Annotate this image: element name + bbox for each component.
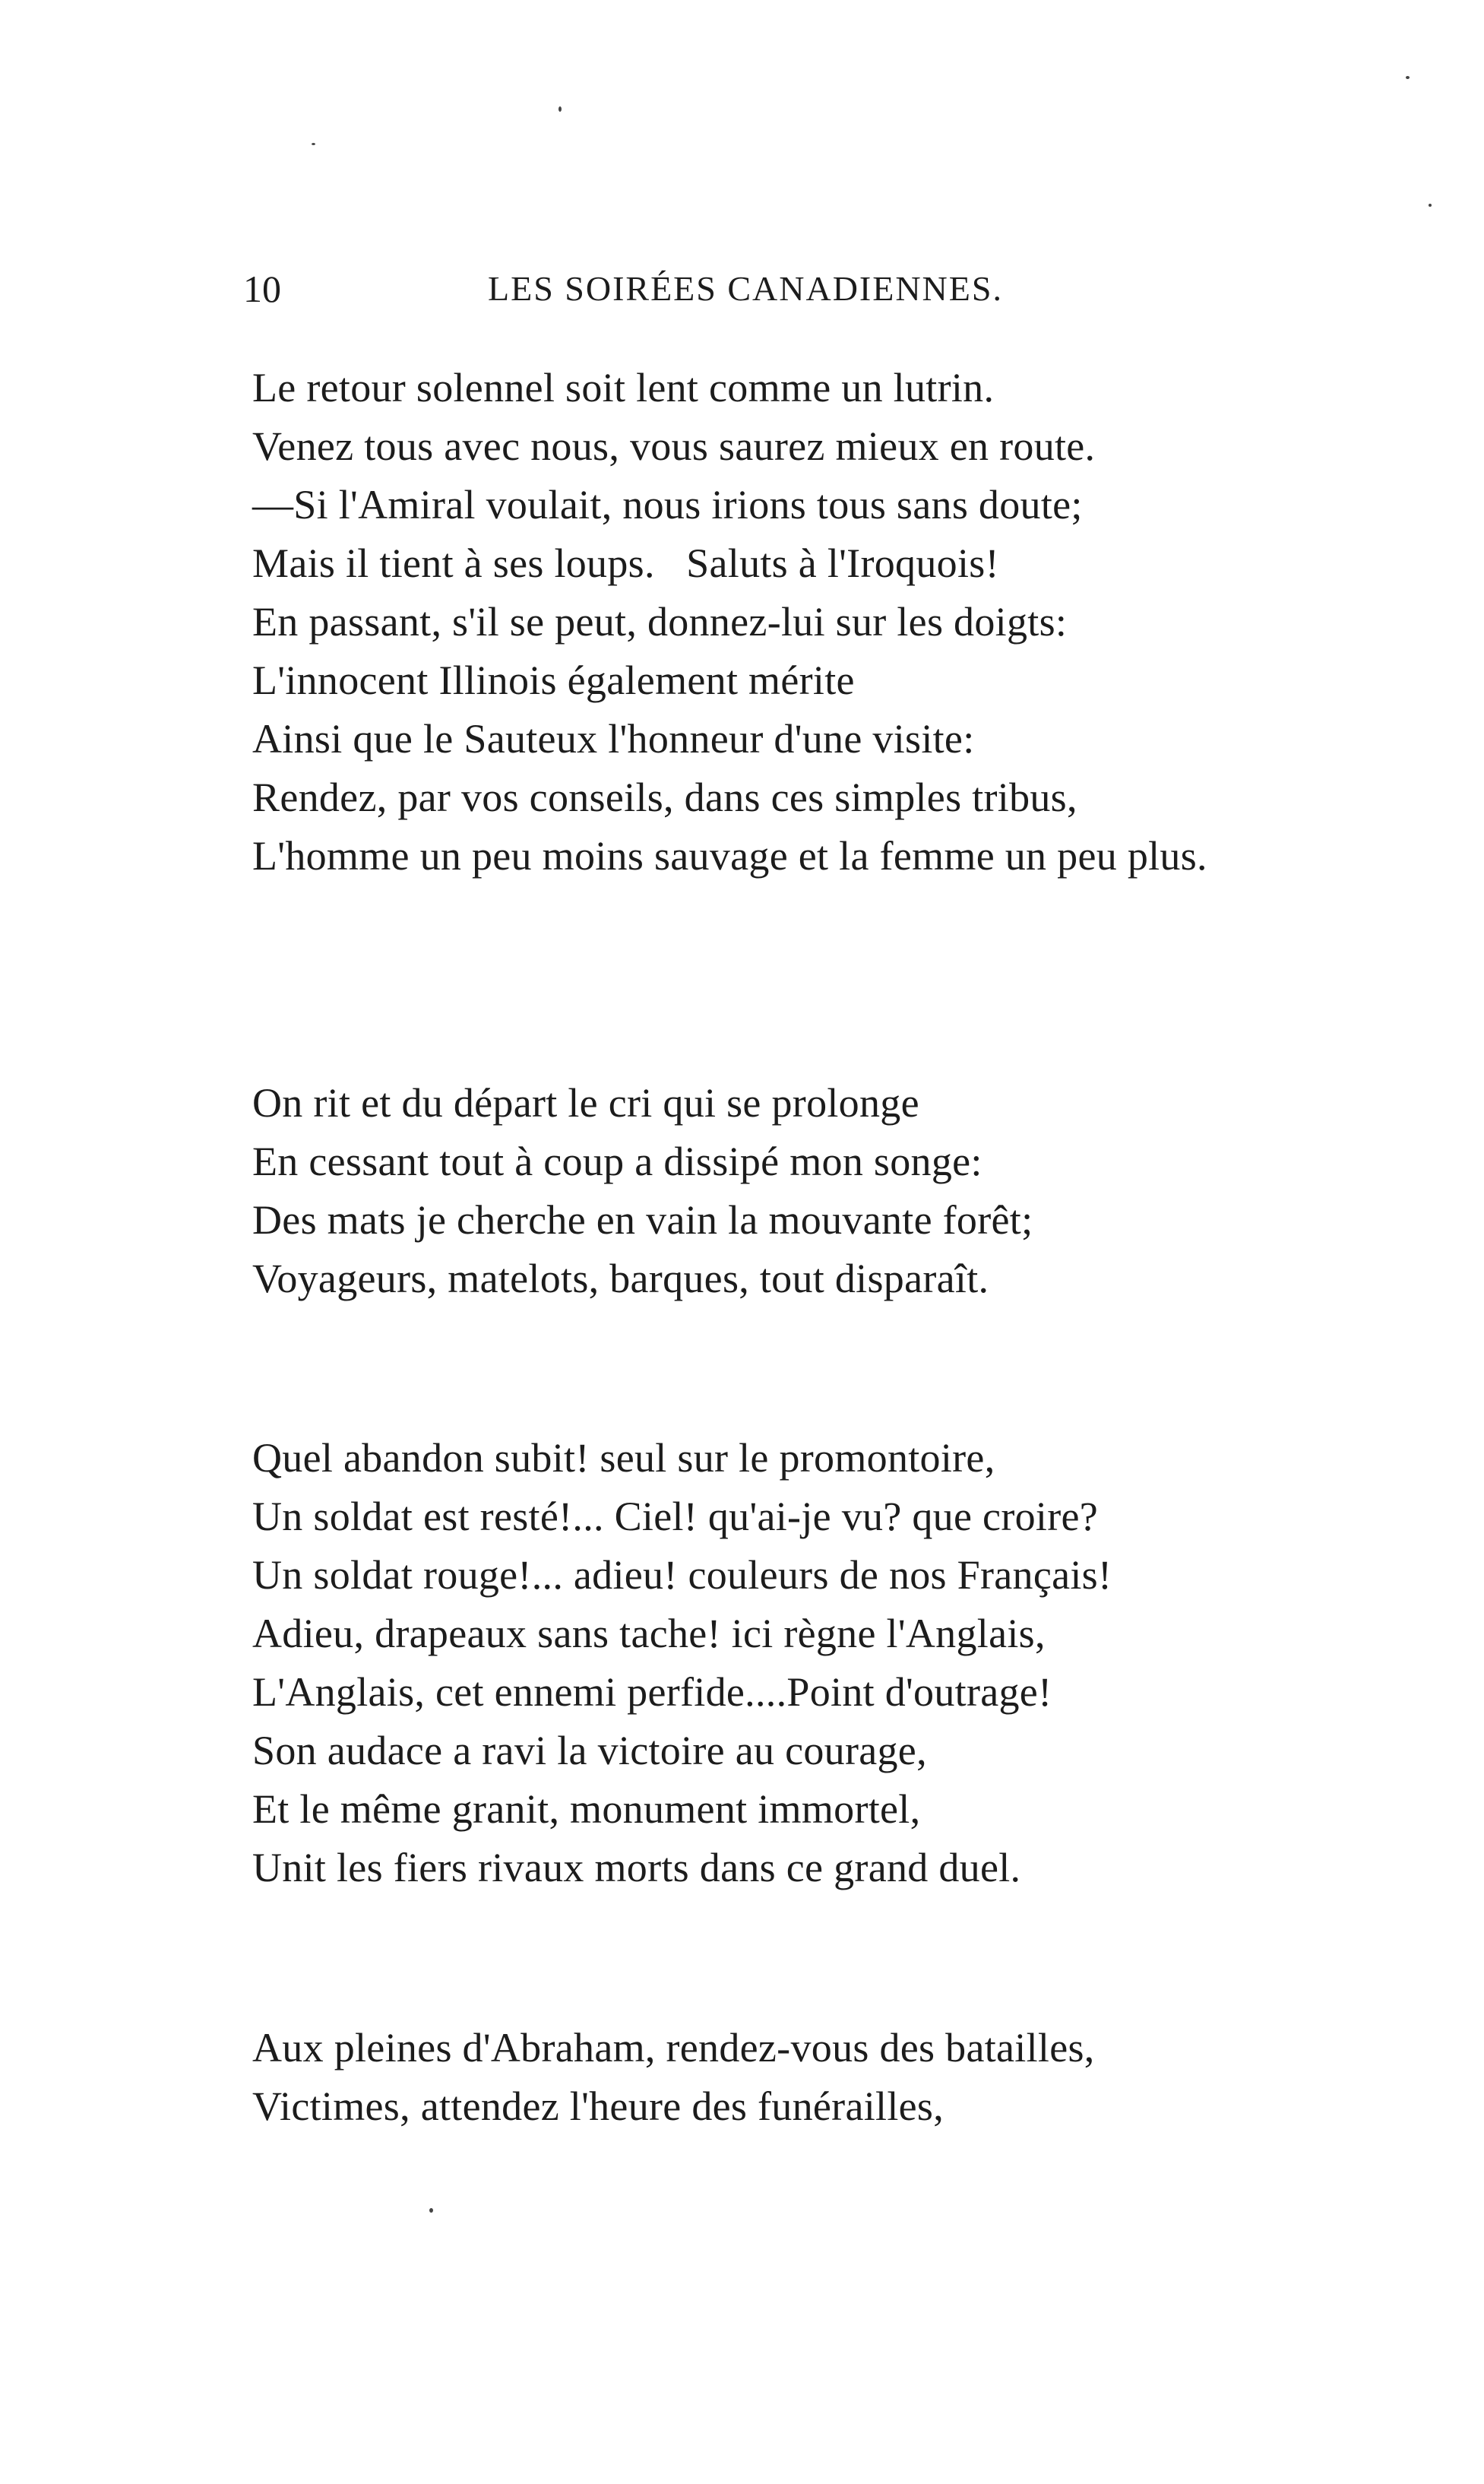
verse-line: Le retour solennel soit lent comme un lutrin.	[252, 365, 995, 410]
stanza	[252, 359, 1316, 886]
scan-speck	[1406, 76, 1410, 79]
verse-line: Adieu, drapeaux sans tache! ici règne l'Anglais,	[252, 1611, 1046, 1656]
scan-speck	[558, 106, 562, 112]
stanza	[252, 1074, 1316, 1308]
page-header	[243, 262, 1079, 315]
verse-line: Ainsi que le Sauteux l'honneur d'une visite:	[252, 716, 975, 762]
verse-line: Quel abandon subit! seul sur le promontoire,	[252, 1435, 995, 1481]
page-number: 10	[243, 268, 281, 310]
verse-line: Mais il tient à ses loups. Saluts à l'Iroquois!	[252, 540, 999, 586]
verse-line: L'homme un peu moins sauvage et la femme un peu plus.	[252, 833, 1207, 879]
verse-line: Unit les fiers rivaux morts dans ce grand duel.	[252, 1845, 1021, 1890]
verse-line: Et le même granit, monument immortel,	[252, 1786, 921, 1832]
verse-line: Venez tous avec nous, vous saurez mieux en route.	[252, 423, 1096, 469]
verse-line: Son audace a ravi la victoire au courage,	[252, 1728, 927, 1773]
running-title: LES SOIRÉES CANADIENNES.	[488, 269, 1003, 308]
verse-line: On rit et du départ le cri qui se prolonge	[252, 1080, 919, 1126]
stanza	[252, 1429, 1316, 1897]
verse-line: Aux pleines d'Abraham, rendez-vous des batailles,	[252, 2025, 1095, 2071]
verse-line: Victimes, attendez l'heure des funérailles,	[252, 2083, 945, 2129]
verse-line: Rendez, par vos conseils, dans ces simples tribus,	[252, 775, 1077, 820]
stanza	[252, 2019, 1316, 2136]
verse-line: Un soldat rouge!... adieu! couleurs de nos Français!	[252, 1552, 1112, 1598]
verse-line: —Si l'Amiral voulait, nous irions tous sans doute;	[252, 482, 1083, 528]
verse-line: L'innocent Illinois également mérite	[252, 657, 855, 703]
scan-speck	[312, 143, 315, 145]
verse-line: Un soldat est resté!... Ciel! qu'ai-je vu? que croire?	[252, 1494, 1099, 1539]
verse-line: En passant, s'il se peut, donnez-lui sur les doigts:	[252, 599, 1068, 645]
verse-line: Voyageurs, matelots, barques, tout disparaît.	[252, 1256, 989, 1301]
verse-line: En cessant tout à coup a dissipé mon songe:	[252, 1139, 982, 1184]
verse-line: Des mats je cherche en vain la mouvante forêt;	[252, 1197, 1033, 1243]
scan-speck	[429, 2208, 433, 2213]
verse-line: L'Anglais, cet ennemi perfide....Point d'outrage!	[252, 1669, 1052, 1715]
scan-speck	[1429, 204, 1432, 207]
